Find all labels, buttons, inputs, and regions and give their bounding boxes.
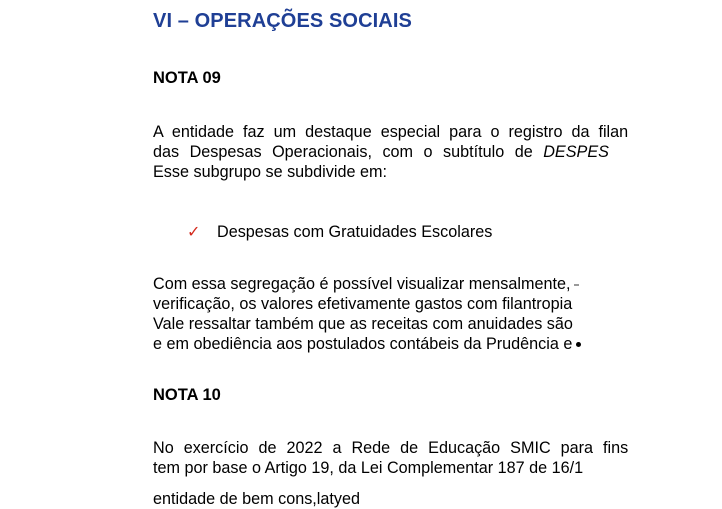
cut-off-line-text: entidade de bem cons,latyed	[153, 490, 360, 508]
nota-10-paragraph-1-line-1: No exercício de 2022 a Rede de Educação SMIC para fins	[153, 439, 629, 457]
check-icon: ✓	[187, 224, 201, 241]
bullet-item	[187, 222, 492, 243]
section-title: VI – OPERAÇÕES SOCIAIS	[153, 10, 412, 32]
cut-off-line	[153, 490, 413, 509]
nota-09-paragraph-1-line-2-emphasis: DESPES	[543, 143, 609, 161]
nota-09-paragraph-2-line-3: Vale ressaltar também que as receitas com anuidades são	[153, 315, 573, 333]
nota-09-paragraph-2-line-1	[153, 274, 579, 294]
nota-10-title: NOTA 10	[153, 386, 221, 404]
cut-off-glyph	[576, 342, 581, 347]
nota-09-paragraph-1-line-2-text: das Despesas Operacionais, com o subtítulo de	[153, 143, 544, 161]
nota-09-paragraph-1-line-3: Esse subgrupo se subdivide em:	[153, 163, 387, 181]
cut-off-glyph	[574, 284, 579, 286]
nota-09-paragraph-1-line-1: A entidade faz um destaque especial para o registro da filan	[153, 123, 629, 141]
nota-09-paragraph-2-line-1-text: Com essa segregação é possível visualizar mensalmente,	[153, 275, 571, 293]
nota-09-paragraph-1-line-2	[153, 142, 609, 162]
nota-10-paragraph-1-line-2: tem por base o Artigo 19, da Lei Complementar 187 de 16/1	[153, 459, 584, 477]
nota-09-paragraph-2-line-4	[153, 334, 581, 354]
document-page	[153, 0, 722, 509]
bullet-item-text: Despesas com Gratuidades Escolares	[217, 223, 493, 241]
nota-09-title: NOTA 09	[153, 69, 221, 87]
nota-09-paragraph-2-line-2: verificação, os valores efetivamente gastos com filantropia	[153, 295, 573, 313]
nota-09-paragraph-2-line-4-text: e em obediência aos postulados contábeis da Prudência e	[153, 335, 573, 353]
